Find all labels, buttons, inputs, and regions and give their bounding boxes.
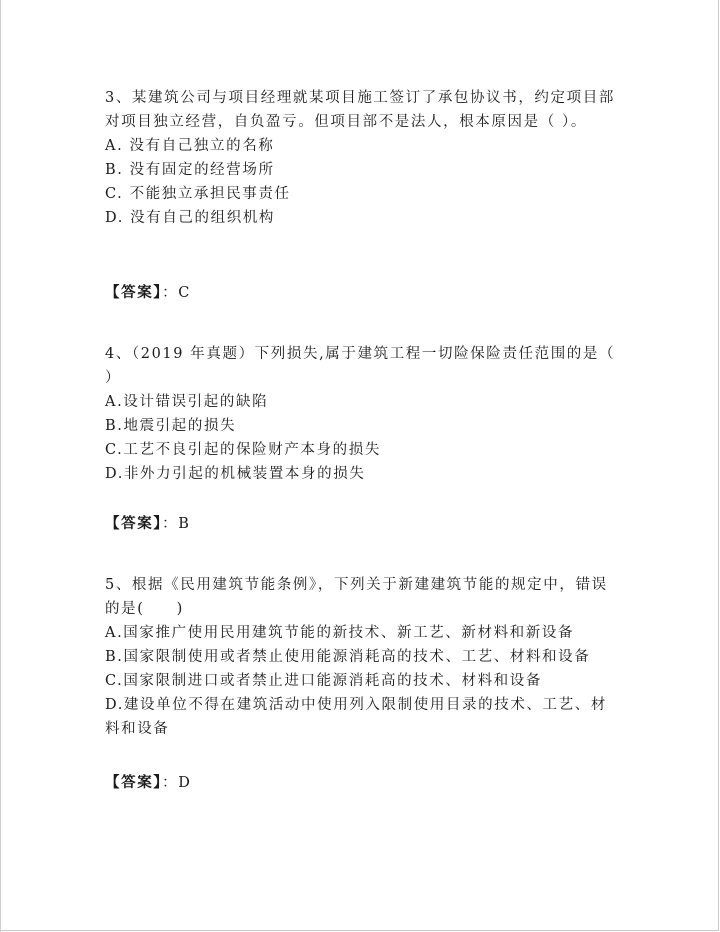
answer-label: 【答案】 xyxy=(105,774,163,791)
answer-value: ：B xyxy=(162,516,191,532)
answer-label: 【答案】 xyxy=(105,515,163,532)
option-d: D. 没有自己的组织机构 xyxy=(105,210,276,226)
option-d: D.非外力引起的机械装置本身的损失 xyxy=(105,466,366,482)
question-stem: 4、（2019 年真题）下列损失,属于建筑工程一切险保险责任范围的是（ ） xyxy=(105,346,648,386)
answer-4 xyxy=(105,512,191,536)
question-5 xyxy=(105,573,617,741)
answer-label: 【答案】 xyxy=(105,284,163,301)
option-d: D.建设单位不得在建筑活动中使用列入限制使用目录的技术、工艺、材料和设备 xyxy=(105,697,607,737)
option-list xyxy=(105,390,617,486)
option-c: C.工艺不良引起的保险财产本身的损失 xyxy=(105,442,381,458)
answer-value: ：C xyxy=(162,285,191,301)
option-list xyxy=(105,621,617,741)
option-b: B.国家限制使用或者禁止使用能源消耗高的技术、工艺、材料和设备 xyxy=(105,649,591,665)
answer-3 xyxy=(105,281,191,305)
option-a: A.设计错误引起的缺陷 xyxy=(105,394,269,410)
page-edge xyxy=(0,0,1,932)
question-stem: 5、根据《民用建筑节能条例》，下列关于新建建筑节能的规定中，错误的是( ) xyxy=(105,577,608,617)
option-b: B. 没有固定的经营场所 xyxy=(105,162,275,178)
answer-value: ：D xyxy=(162,775,192,791)
option-c: C.国家限制进口或者禁止进口能源消耗高的技术、材料和设备 xyxy=(105,673,542,689)
option-c: C. 不能独立承担民事责任 xyxy=(105,186,291,202)
question-stem: 3、某建筑公司与项目经理就某项目施工签订了承包协议书，约定项目部对项目独立经营，自负盈亏。但项目部不是法人，根本原因是（ ）。 xyxy=(105,90,615,130)
option-b: B.地震引起的损失 xyxy=(105,418,237,434)
answer-5 xyxy=(105,771,191,795)
option-a: A. 没有自己独立的名称 xyxy=(105,138,275,154)
question-3 xyxy=(105,86,617,230)
question-4 xyxy=(105,342,648,486)
option-a: A.国家推广使用民用建筑节能的新技术、新工艺、新材料和新设备 xyxy=(105,625,575,641)
option-list xyxy=(105,134,617,230)
